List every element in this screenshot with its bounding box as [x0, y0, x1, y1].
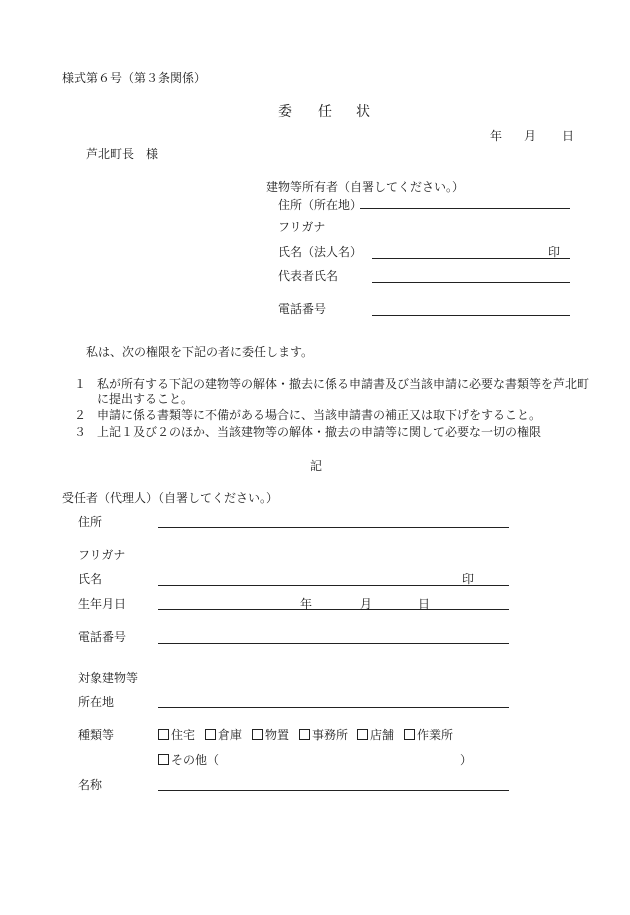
authority-item-3-text: 上記１及び２のほか、当該建物等の解体・撤去の申請等に関して必要な一切の権限 [97, 425, 542, 439]
addressee: 芦北町長 様 [86, 147, 159, 161]
type-checkbox-workshop[interactable] [404, 728, 453, 742]
type-checkbox-house[interactable] [158, 728, 195, 742]
type-label-warehouse: 倉庫 [218, 728, 243, 742]
checkbox-icon [357, 729, 368, 740]
agent-name-label: 氏名 [78, 572, 103, 586]
agent-furigana-label: フリガナ [78, 548, 126, 562]
agent-address-field[interactable] [158, 527, 509, 528]
authority-item-2-number: ２ [74, 408, 87, 422]
agent-phone-label: 電話番号 [78, 630, 127, 644]
owner-rep-field[interactable] [372, 282, 570, 283]
owner-name-label: 氏名（法人名） [278, 245, 363, 259]
building-heading: 対象建物等 [78, 671, 139, 685]
owner-name-field[interactable] [372, 258, 570, 259]
agent-birth-label: 生年月日 [78, 597, 127, 611]
authority-item-3-number: ３ [74, 425, 87, 439]
authority-item-2-text: 申請に係る書類等に不備がある場合に、当該申請書の補正又は取下げをすること。 [97, 408, 542, 422]
title-char-3: 状 [356, 104, 370, 120]
checkbox-icon [252, 729, 263, 740]
type-checkbox-store[interactable] [357, 728, 394, 742]
building-location-label: 所在地 [78, 695, 115, 709]
building-name-field[interactable] [158, 790, 509, 791]
owner-furigana-label: フリガナ [278, 220, 326, 234]
owner-address-field[interactable] [360, 208, 570, 209]
owner-phone-label: 電話番号 [278, 302, 327, 316]
building-location-field[interactable] [158, 707, 509, 708]
owner-rep-label: 代表者氏名 [278, 269, 339, 283]
agent-seal-mark: 印 [462, 572, 475, 586]
agent-address-label: 住所 [78, 515, 103, 529]
delegation-statement: 私は、次の権限を下記の者に委任します。 [86, 345, 314, 359]
owner-address-label: 住所（所在地） [278, 198, 363, 212]
agent-birth-field[interactable] [158, 609, 509, 610]
type-label-workshop: 作業所 [417, 728, 454, 742]
type-checkbox-office[interactable] [299, 728, 348, 742]
agent-birth-month-label: 月 [360, 597, 373, 611]
type-label-store: 店舗 [370, 728, 395, 742]
checkbox-icon [158, 754, 169, 765]
owner-phone-field[interactable] [372, 315, 570, 316]
type-checkbox-other[interactable] [158, 753, 219, 767]
type-label-other: その他（ [171, 753, 220, 767]
agent-name-field[interactable] [158, 585, 509, 586]
agent-heading: 受任者（代理人）（自署してください。） [62, 491, 279, 505]
date-year-label: 年 [490, 129, 503, 143]
type-other-close-paren: ） [460, 753, 473, 767]
authority-item-1-number: １ [74, 377, 87, 391]
agent-birth-day-label: 日 [418, 597, 431, 611]
checkbox-icon [158, 729, 169, 740]
checkbox-icon [299, 729, 310, 740]
authority-item-1-text-cont: に提出すること。 [97, 392, 194, 406]
title-char-2: 任 [318, 104, 332, 120]
owner-heading: 建物等所有者（自署してください。） [266, 180, 465, 194]
type-checkbox-shed[interactable] [252, 728, 289, 742]
agent-phone-field[interactable] [158, 643, 509, 644]
checkbox-icon [404, 729, 415, 740]
type-label-office: 事務所 [312, 728, 349, 742]
type-label-shed: 物置 [265, 728, 290, 742]
ki-heading: 記 [310, 459, 323, 473]
building-name-label: 名称 [78, 778, 103, 792]
checkbox-icon [205, 729, 216, 740]
authority-item-1-text: 私が所有する下記の建物等の解体・撤去に係る申請書及び当該申請に必要な書類等を芦北町 [97, 377, 590, 391]
title-char-1: 委 [278, 104, 292, 120]
owner-seal-mark: 印 [548, 245, 561, 259]
form-number: 様式第６号（第３条関係） [62, 71, 207, 85]
type-label-house: 住宅 [171, 728, 196, 742]
date-day-label: 日 [562, 129, 575, 143]
type-checkbox-warehouse[interactable] [205, 728, 242, 742]
date-month-label: 月 [524, 129, 537, 143]
agent-birth-year-label: 年 [300, 597, 313, 611]
building-type-label: 種類等 [78, 728, 115, 742]
